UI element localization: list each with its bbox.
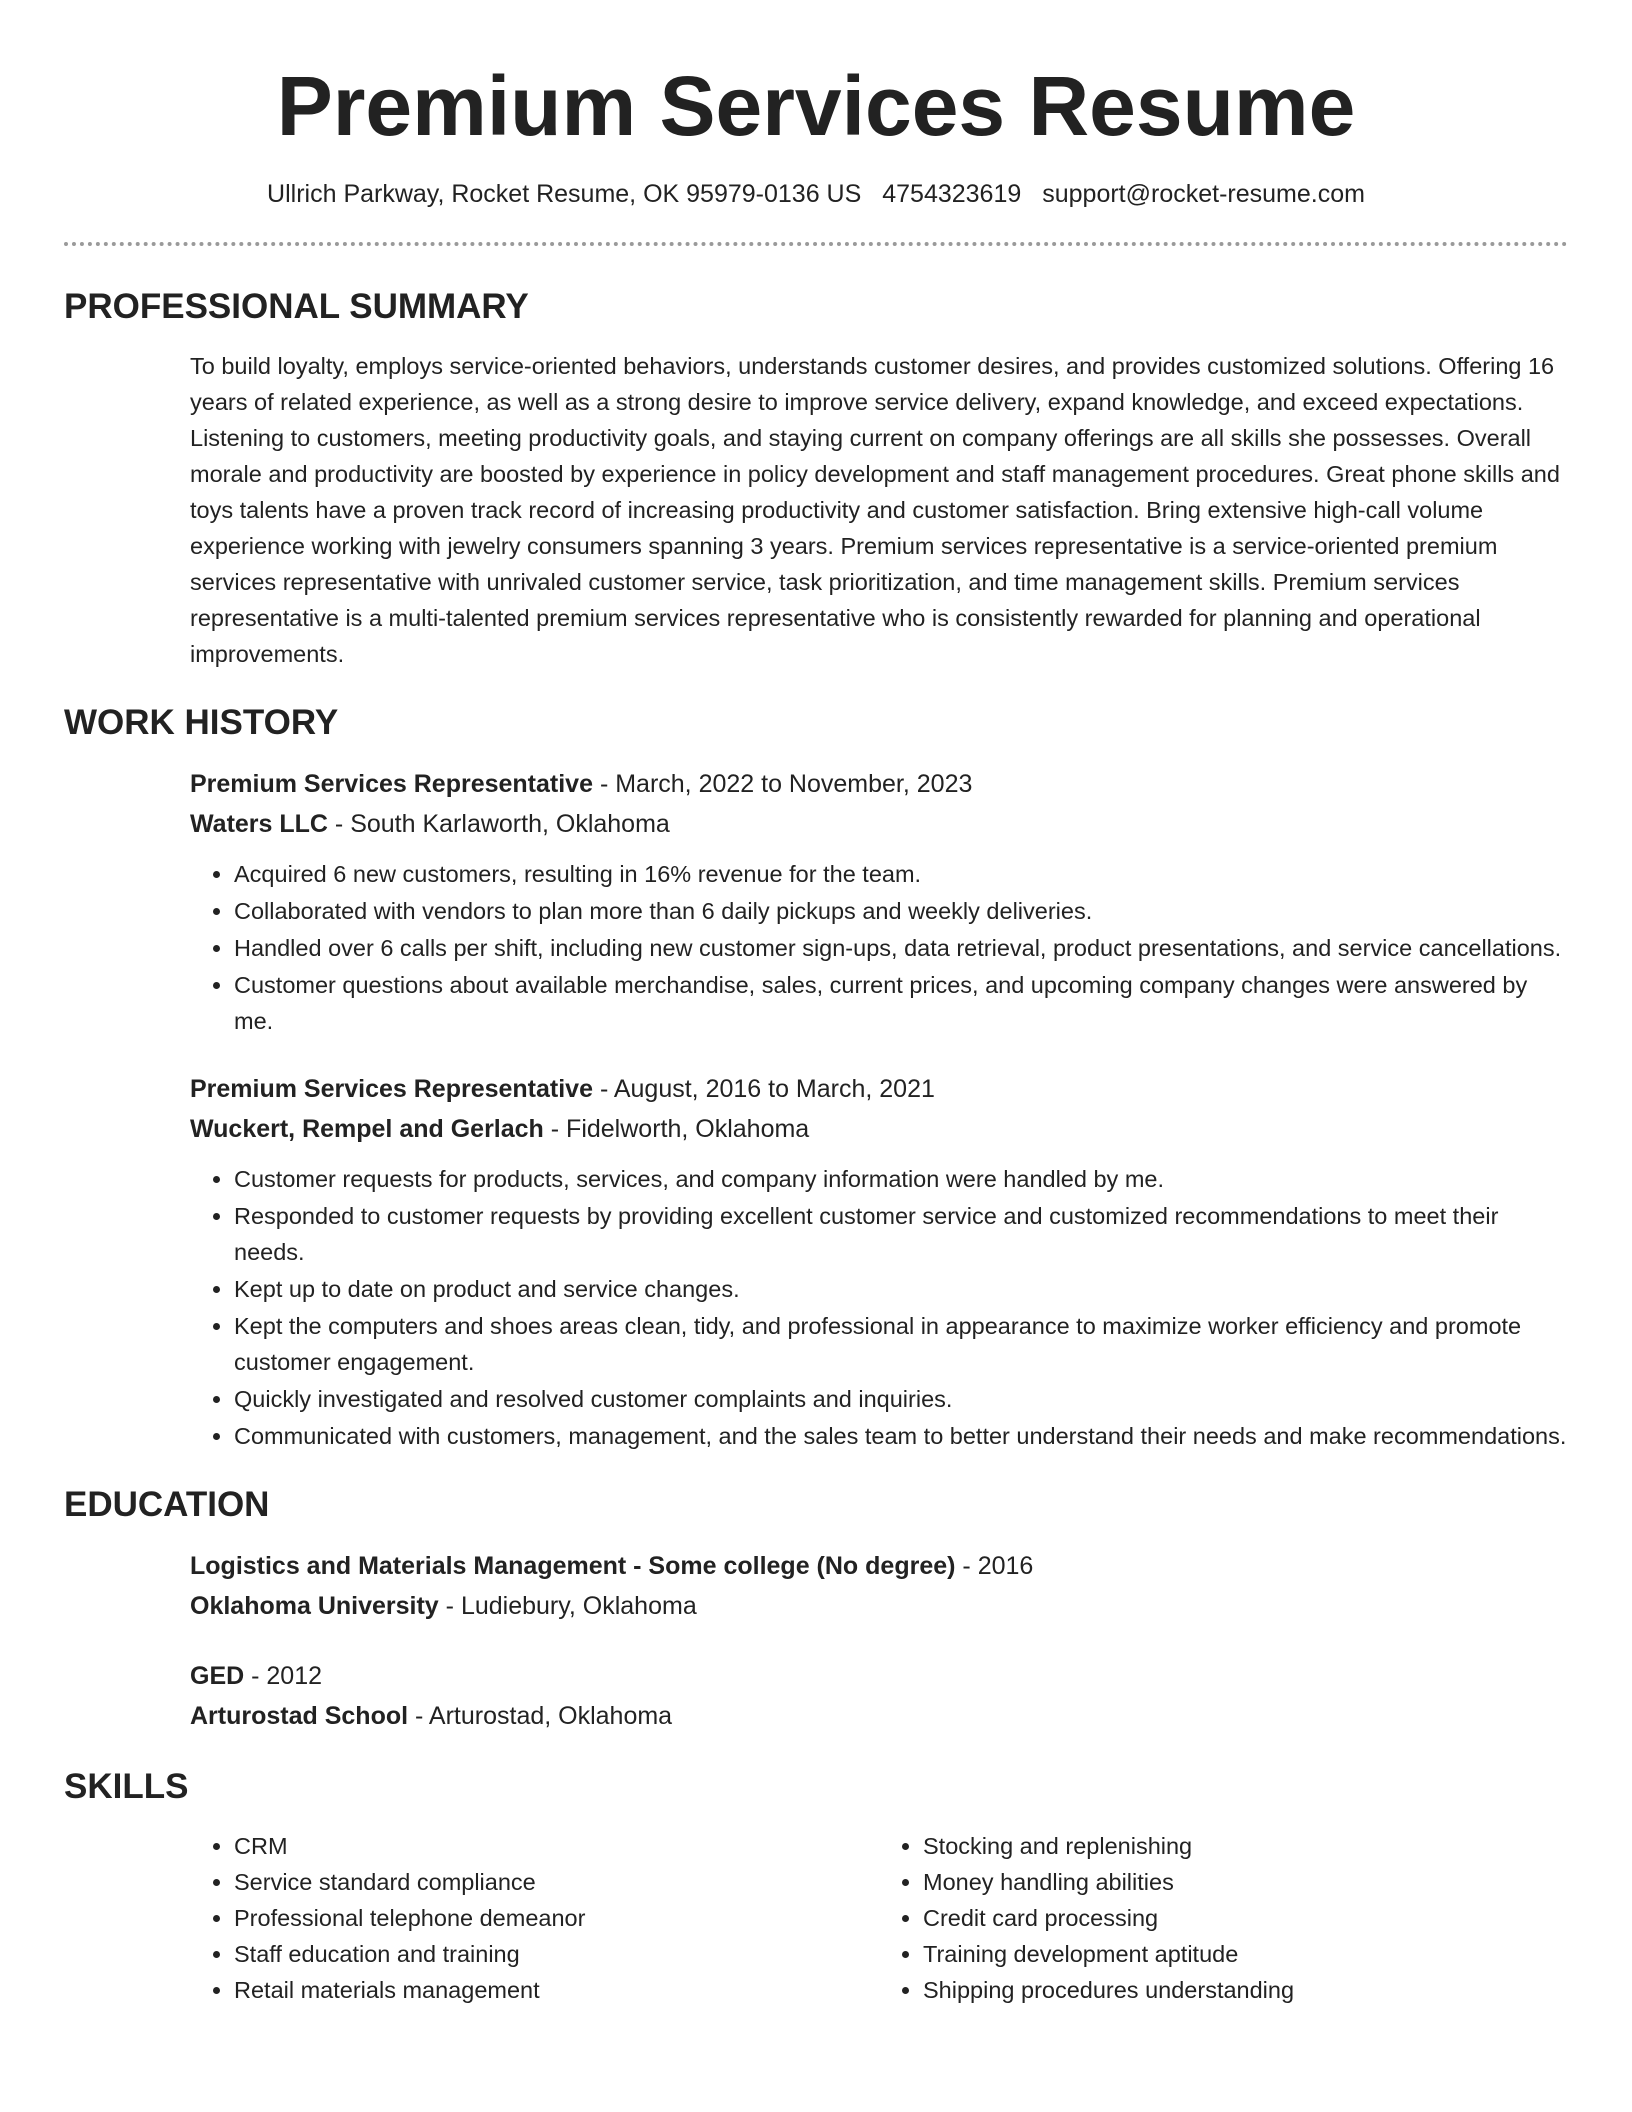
job-bullet: • Kept the computers and shoes areas clean, tidy, and professional in appearance to maximize worker efficiency and promote customer engagement. bbox=[234, 1308, 1568, 1380]
job-role-line: Premium Services Representative - August, 2016 to March, 2021 bbox=[190, 1075, 935, 1103]
job-role-line: Premium Services Representative - March, 2022 to November, 2023 bbox=[190, 770, 973, 798]
education-degree-line: GED - 2012 bbox=[190, 1662, 323, 1690]
contact-address: Ullrich Parkway, Rocket Resume, OK 95979-0136 US bbox=[267, 180, 862, 208]
skills-section bbox=[64, 1766, 1568, 2008]
job-location: Fidelworth, Oklahoma bbox=[566, 1115, 810, 1143]
education-degree: GED bbox=[190, 1662, 245, 1690]
skill-item: • Credit card processing bbox=[923, 1900, 1568, 1936]
skill-item: • Retail materials management bbox=[234, 1972, 879, 2008]
resume-title: Premium Services Resume bbox=[276, 59, 1356, 153]
job-bullet: • Customer requests for products, services, and company information were handled by me. bbox=[234, 1161, 1568, 1197]
education-degree-line: Logistics and Materials Management - Some college (No degree) - 2016 bbox=[190, 1552, 1034, 1580]
resume-page bbox=[64, 0, 1568, 2008]
skill-item: • Shipping procedures understanding bbox=[923, 1972, 1568, 2008]
job-entry bbox=[190, 1069, 1568, 1454]
summary-section bbox=[64, 286, 1568, 672]
education-school-line: Arturostad School - Arturostad, Oklahoma bbox=[190, 1702, 673, 1730]
work-history-section bbox=[64, 702, 1568, 1454]
contact-line bbox=[64, 178, 1568, 210]
education-school: Oklahoma University bbox=[190, 1592, 439, 1620]
education-year: 2016 bbox=[977, 1552, 1034, 1580]
education-entry bbox=[190, 1546, 1568, 1626]
job-company-line: Waters LLC - South Karlaworth, Oklahoma bbox=[190, 810, 670, 838]
education-school: Arturostad School bbox=[190, 1702, 409, 1730]
education-section bbox=[64, 1484, 1568, 1736]
job-bullet: • Responded to customer requests by providing excellent customer service and customized recommendations to meet their needs. bbox=[234, 1198, 1568, 1270]
contact-phone: 4754323619 bbox=[882, 180, 1022, 208]
job-company: Wuckert, Rempel and Gerlach bbox=[190, 1115, 544, 1143]
skill-item: • Staff education and training bbox=[234, 1936, 879, 1972]
job-entry bbox=[190, 764, 1568, 1039]
job-company-line: Wuckert, Rempel and Gerlach - Fidelworth, Oklahoma bbox=[190, 1115, 810, 1143]
education-entry bbox=[190, 1656, 1568, 1736]
section-title-education: EDUCATION bbox=[64, 1485, 270, 1524]
job-bullet: • Kept up to date on product and service changes. bbox=[234, 1271, 1568, 1307]
job-dates: March, 2022 to November, 2023 bbox=[615, 770, 973, 798]
skills-column-right bbox=[879, 1828, 1568, 2008]
job-company: Waters LLC bbox=[190, 810, 328, 838]
education-degree: Logistics and Materials Management - Some college (No degree) bbox=[190, 1552, 956, 1580]
section-title-skills: SKILLS bbox=[64, 1767, 189, 1806]
skill-item: • Money handling abilities bbox=[923, 1864, 1568, 1900]
skill-item: • Training development aptitude bbox=[923, 1936, 1568, 1972]
job-role: Premium Services Representative bbox=[190, 770, 593, 798]
skill-item: • Professional telephone demeanor bbox=[234, 1900, 879, 1936]
job-bullet: • Acquired 6 new customers, resulting in 16% revenue for the team. bbox=[234, 856, 1568, 892]
education-year: 2012 bbox=[266, 1662, 323, 1690]
job-bullet: • Communicated with customers, management, and the sales team to better understand their needs and make recommendations. bbox=[234, 1418, 1568, 1454]
summary-text: To build loyalty, employs service-oriented behaviors, understands customer desires, and provides customized solutions. Offering 16 years of related experience, as well as a strong desire to improve service delivery, expand knowledge, and exceed expectations. Listening to customers, meeting productivity goals, and staying current on company offerings are all skills she possesses. Overall morale and productivity are boosted by experience in policy development and staff management procedures. Great phone skills and toys talents have a proven track record of increasing productivity and customer satisfaction. Bring extensive high-call volume experience working with jewelry consumers spanning 3 years. Premium services representative is a service-oriented premium services representative with unrivaled customer service, task prioritization, and time management skills. Premium services representative is a multi-talented premium services representative who is consistently rewarded for planning and operational improvements. bbox=[190, 353, 1560, 667]
skills-column-left bbox=[190, 1828, 879, 2008]
job-role: Premium Services Representative bbox=[190, 1075, 593, 1103]
education-school-line: Oklahoma University - Ludiebury, Oklahoma bbox=[190, 1592, 697, 1620]
job-bullet: • Quickly investigated and resolved customer complaints and inquiries. bbox=[234, 1381, 1568, 1417]
skill-item: • Stocking and replenishing bbox=[923, 1828, 1568, 1864]
job-bullets bbox=[190, 1161, 1568, 1454]
skill-item: • CRM bbox=[234, 1828, 879, 1864]
skills-list bbox=[190, 1828, 1568, 2008]
skill-item: • Service standard compliance bbox=[234, 1864, 879, 1900]
job-bullet: • Customer questions about available merchandise, sales, current prices, and upcoming company changes were answered by me. bbox=[234, 967, 1568, 1039]
job-bullet: • Handled over 6 calls per shift, including new customer sign-ups, data retrieval, product presentations, and service cancellations. bbox=[234, 930, 1568, 966]
education-location: Ludiebury, Oklahoma bbox=[460, 1592, 697, 1620]
job-bullet: • Collaborated with vendors to plan more than 6 daily pickups and weekly deliveries. bbox=[234, 893, 1568, 929]
job-location: South Karlaworth, Oklahoma bbox=[350, 810, 670, 838]
education-location: Arturostad, Oklahoma bbox=[428, 1702, 673, 1730]
section-title-summary: PROFESSIONAL SUMMARY bbox=[64, 287, 529, 326]
section-title-work-history: WORK HISTORY bbox=[64, 703, 339, 742]
header-divider bbox=[64, 242, 1568, 246]
job-dates: August, 2016 to March, 2021 bbox=[613, 1075, 935, 1103]
contact-email: support@rocket-resume.com bbox=[1042, 180, 1365, 208]
job-bullets bbox=[190, 856, 1568, 1039]
